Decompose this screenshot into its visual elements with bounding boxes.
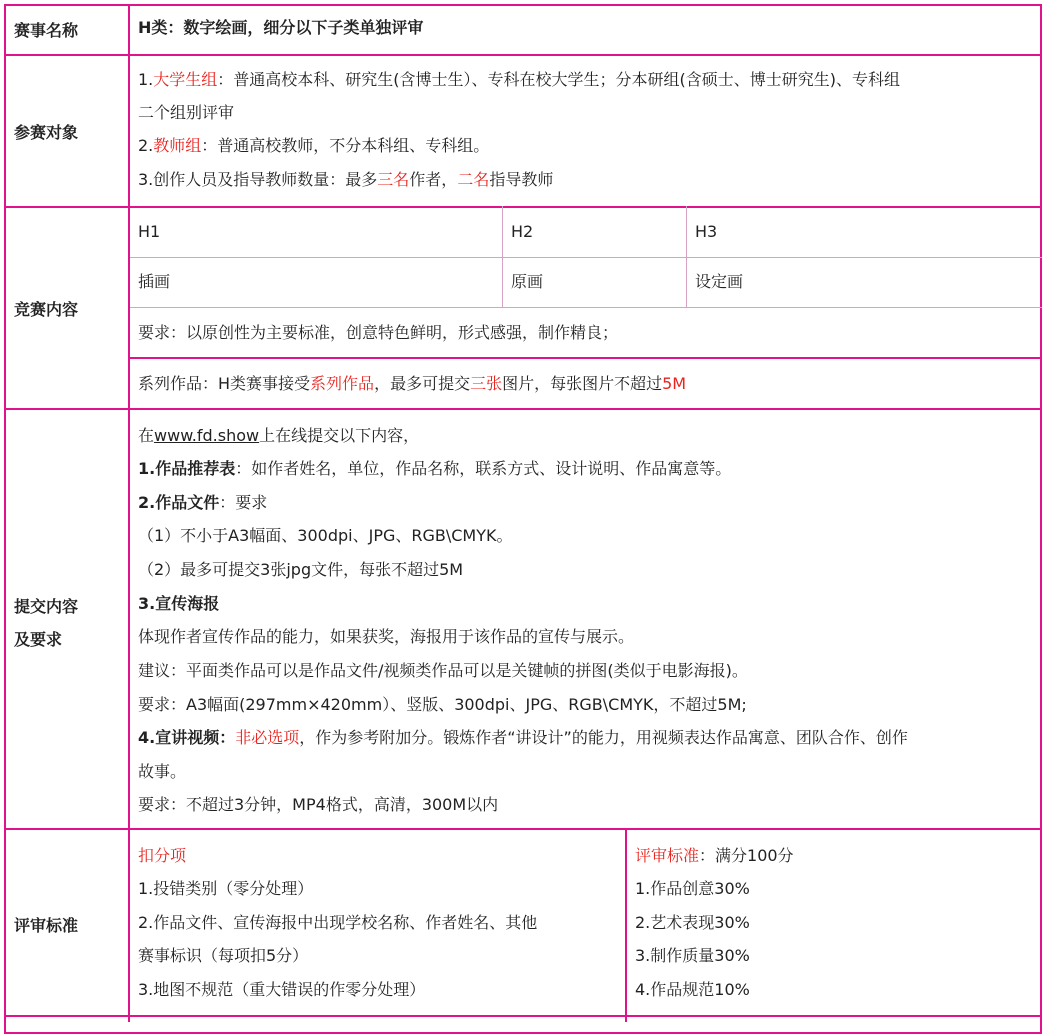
- category-code-h1: H1: [138, 222, 161, 241]
- submission-line-11: 故事。: [138, 762, 187, 781]
- deduction-title: 扣分项: [138, 846, 187, 865]
- line-text: 上在线提交以下内容，: [259, 426, 420, 445]
- participants-line-1: [138, 69, 900, 91]
- line-text: ：普通高校本科、研究生(含博士生）、专科在校大学生；分本研组(含硕士、博士研究生)、专科组: [217, 70, 901, 89]
- row-divider: [4, 1015, 1042, 1017]
- series-works-note: [138, 373, 686, 395]
- competition-name-text: H类：数字绘画，细分以下子类单独评审: [138, 18, 424, 37]
- line-text: 作者，: [409, 170, 458, 189]
- label-competition-name: 赛事名称: [14, 21, 79, 40]
- competition-name-value: [138, 17, 423, 39]
- line-text: 在: [138, 426, 155, 445]
- highlight-series: 系列作品: [310, 374, 375, 393]
- item-title: 3.宣传海报: [138, 594, 220, 613]
- item-title: 2.作品文件: [138, 493, 220, 512]
- label-judging: 评审标准: [14, 916, 79, 935]
- highlight-teacher-group: 教师组: [153, 136, 202, 155]
- item-title: 1.作品推荐表: [138, 459, 236, 478]
- row-divider: [4, 828, 1042, 830]
- participants-line-3: [138, 135, 489, 157]
- item-title: 4.宣讲视频: [138, 728, 220, 747]
- cell-divider: [130, 307, 1042, 308]
- deduction-item: 3.地图不规范（重大错误的作零分处理）: [138, 980, 426, 999]
- line-text: 3.创作人员及指导教师数量：最多: [138, 170, 378, 189]
- cell-divider: [130, 357, 1042, 359]
- label-column-divider: [128, 4, 130, 1022]
- submission-line-4: （1）不小于A3幅面、300dpi、JPG、RGB\CMYK。: [138, 526, 513, 545]
- highlight-three-images: 三张: [470, 374, 503, 393]
- highlight-two: 二名: [457, 170, 490, 189]
- submission-line-12: 要求：不超过3分钟，MP4格式，高清，300M以内: [138, 795, 499, 814]
- line-prefix: 2.: [138, 136, 154, 155]
- submission-line-1: [138, 425, 419, 447]
- criteria-item: 4.作品规范10%: [635, 980, 750, 999]
- submission-line-9: 要求：A3幅面(297mm×420mm）、竖版、300dpi、JPG、RGB\CMYK，不超过5M;: [138, 695, 747, 714]
- category-name-illustration: 插画: [138, 272, 171, 291]
- submission-line-3: [138, 492, 267, 514]
- deduction-item: 2.作品文件、宣传海报中出现学校名称、作者姓名、其他: [138, 913, 538, 932]
- row-divider: [4, 54, 1042, 56]
- line-text: ：要求: [219, 493, 268, 512]
- label-submission-1: 提交内容: [14, 597, 79, 616]
- submission-line-7: 体现作者宣传作品的能力，如果获奖，海报用于该作品的宣传与展示。: [138, 627, 635, 646]
- line-text: 指导教师: [489, 170, 554, 189]
- highlight-three: 三名: [377, 170, 410, 189]
- row-divider: [4, 408, 1042, 410]
- highlight-optional: 非必选项: [235, 728, 300, 747]
- submission-line-5: （2）最多可提交3张jpg文件，每张不超过5M: [138, 560, 464, 579]
- cell-divider: [625, 828, 627, 1022]
- participants-line-4: [138, 169, 553, 191]
- label-participants: 参赛对象: [14, 123, 79, 142]
- submission-line-8: 建议：平面类作品可以是作品文件/视频类作品可以是关键帧的拼图(类似于电影海报)。: [138, 661, 748, 680]
- highlight-student-group: 大学生组: [153, 70, 218, 89]
- category-name-concept: 设定画: [695, 272, 744, 291]
- participants-line-2: 二个组别评审: [138, 103, 235, 122]
- line-text: 图片，每张图片不超过: [502, 374, 663, 393]
- criteria-item: 1.作品创意30%: [635, 879, 750, 898]
- category-code-h3: H3: [695, 222, 718, 241]
- submission-line-6: [138, 593, 219, 615]
- line-prefix: 1.: [138, 70, 154, 89]
- criteria-title: [635, 845, 794, 867]
- cell-divider: [686, 206, 687, 308]
- deduction-item: 赛事标识（每项扣5分）: [138, 946, 309, 965]
- item-colon: ：: [219, 728, 236, 747]
- line-text: ，作为参考附加分。锻炼作者“讲设计”的能力，用视频表达作品寓意、团队合作、创作: [299, 728, 908, 747]
- line-text: ，最多可提交: [374, 374, 471, 393]
- highlight-5m: 5M: [662, 374, 687, 393]
- cell-divider: [502, 206, 503, 308]
- line-text: ：如作者姓名，单位，作品名称，联系方式、设计说明、作品寓意等。: [235, 459, 732, 478]
- deduction-item: 1.投错类别（零分处理）: [138, 879, 314, 898]
- criteria-item: 3.制作质量30%: [635, 946, 750, 965]
- label-content: 竞赛内容: [14, 300, 79, 319]
- cell-divider: [130, 257, 1042, 258]
- criteria-item: 2.艺术表现30%: [635, 913, 750, 932]
- row-divider: [4, 206, 1042, 208]
- label-submission-2: 及要求: [14, 630, 63, 649]
- line-text: ：普通高校教师，不分本科组、专科组。: [201, 136, 490, 155]
- line-text: 系列作品：H类赛事接受: [138, 374, 311, 393]
- submission-line-10: [138, 727, 908, 749]
- category-code-h2: H2: [511, 222, 534, 241]
- line-text: ：满分100分: [699, 846, 794, 865]
- submission-line-2: [138, 458, 731, 480]
- criteria-heading: 评审标准: [635, 846, 700, 865]
- website-link[interactable]: www.fd.show: [154, 426, 260, 445]
- category-name-original: 原画: [511, 272, 544, 291]
- content-requirement: 要求：以原创性为主要标准，创意特色鲜明，形式感强，制作精良；: [138, 323, 619, 342]
